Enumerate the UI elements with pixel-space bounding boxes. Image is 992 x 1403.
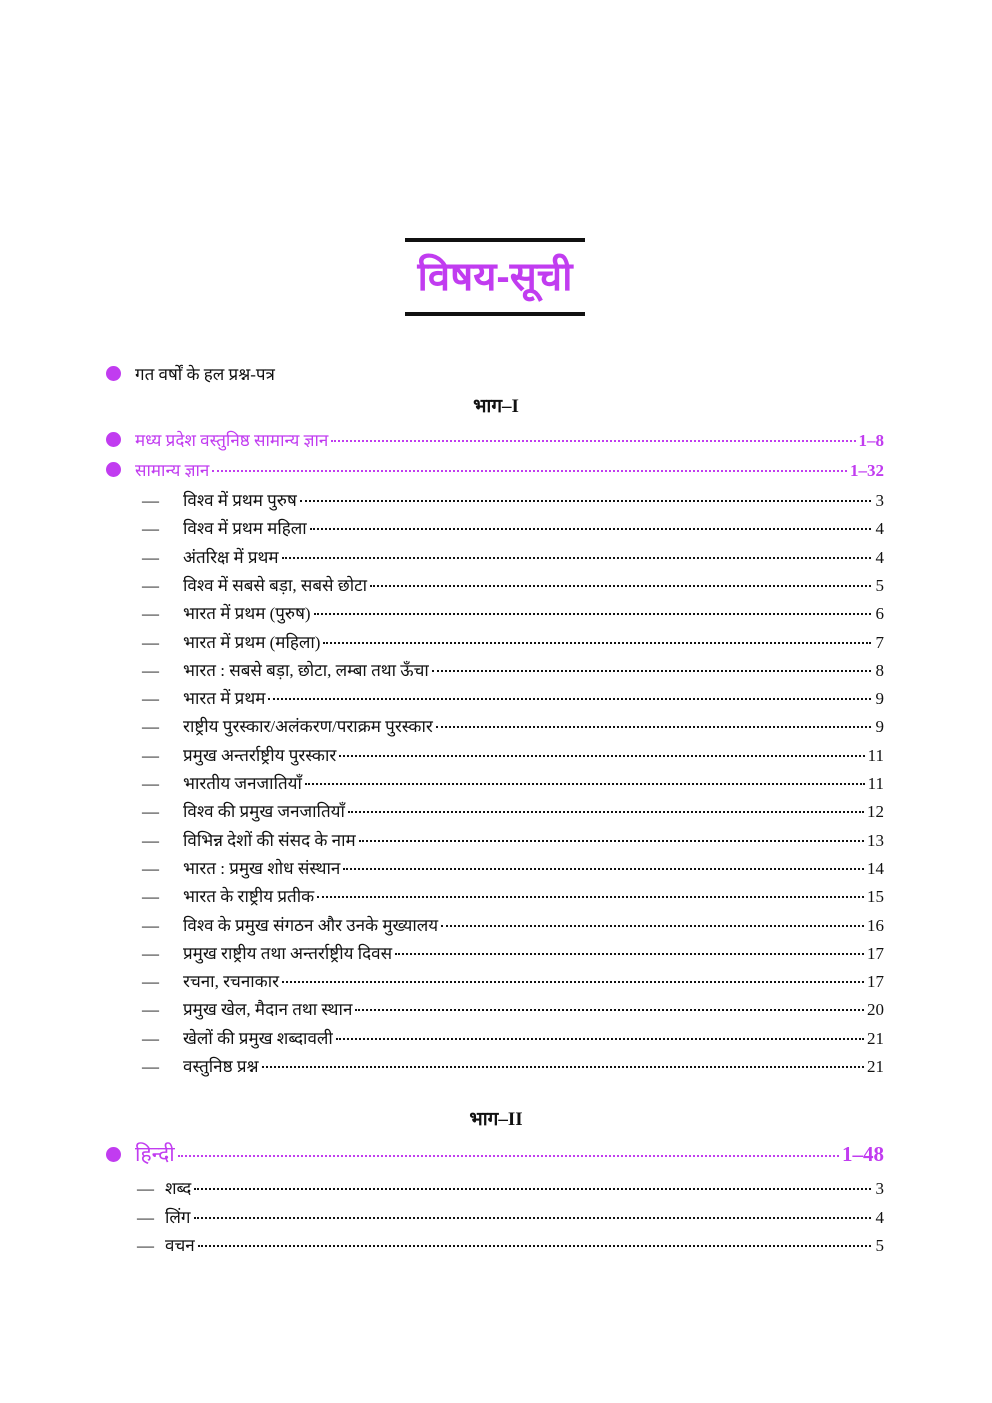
toc-entry[interactable] xyxy=(142,856,884,879)
entry-label: भारत में प्रथम (महिला) xyxy=(183,632,321,652)
dot-leader xyxy=(331,440,855,442)
toc-entry[interactable] xyxy=(142,658,884,681)
toc-entry[interactable] xyxy=(142,573,884,596)
entry-label: लिंग xyxy=(165,1207,191,1227)
entry-label: विश्व की प्रमुख जनजातियाँ xyxy=(183,802,345,822)
entry-page: 5 xyxy=(875,575,884,595)
entry-page: 4 xyxy=(875,519,884,539)
dot-leader xyxy=(336,1038,864,1040)
entry-page: 5 xyxy=(875,1236,884,1255)
dot-leader xyxy=(305,783,865,785)
dash: — xyxy=(142,575,159,595)
entry-page: 1–48 xyxy=(842,1142,884,1166)
entry-label: भारत : सबसे बड़ा, छोटा, लम्बा तथा ऊँचा xyxy=(183,660,429,680)
entry-label: प्रमुख खेल, मैदान तथा स्थान xyxy=(183,1000,353,1020)
entry-label: विश्व में सबसे बड़ा, सबसे छोटा xyxy=(183,575,368,595)
dash: — xyxy=(142,972,159,992)
entry-label: शब्द xyxy=(165,1179,192,1198)
dot-leader xyxy=(317,896,864,898)
dot-leader xyxy=(212,470,847,472)
dot-leader xyxy=(282,981,864,983)
dot-leader xyxy=(198,1245,871,1247)
entry-label: रचना, रचनाकार xyxy=(183,972,280,992)
entry-label: भारतीय जनजातियाँ xyxy=(183,774,302,793)
dash: — xyxy=(142,717,159,737)
dot-leader xyxy=(355,1009,864,1011)
dot-leader xyxy=(395,953,864,955)
entry-label: भारत के राष्ट्रीय प्रतीक xyxy=(183,887,315,907)
entry-page: 13 xyxy=(867,830,884,850)
dash: — xyxy=(142,632,159,652)
toc-entry[interactable] xyxy=(142,969,884,992)
dot-leader xyxy=(282,557,871,559)
toc-entry[interactable] xyxy=(142,630,884,653)
dot-leader xyxy=(310,528,871,530)
entry-page: 15 xyxy=(867,887,884,907)
entry-label: विश्व में प्रथम पुरुष xyxy=(183,491,297,510)
toc-entry[interactable] xyxy=(142,686,884,709)
page-title: विषय-सूची xyxy=(417,255,573,299)
toc-entry[interactable] xyxy=(142,1026,884,1049)
toc-entry[interactable] xyxy=(137,1176,884,1199)
dash: — xyxy=(142,689,159,709)
toc-entry[interactable] xyxy=(142,488,884,511)
toc-entry[interactable] xyxy=(142,545,884,568)
dash: — xyxy=(142,915,159,935)
dot-leader xyxy=(300,500,871,502)
dot-leader xyxy=(314,613,871,615)
toc-entry[interactable] xyxy=(142,601,884,624)
dot-leader xyxy=(268,698,871,700)
entry-page: 1–32 xyxy=(850,461,884,480)
bullet-icon xyxy=(106,1147,121,1162)
dash: — xyxy=(142,802,159,822)
dash: — xyxy=(142,830,159,850)
intro-item xyxy=(106,362,275,385)
entry-page: 17 xyxy=(867,972,884,992)
dot-leader xyxy=(323,642,871,644)
entry-page: 9 xyxy=(875,717,884,737)
entry-page: 9 xyxy=(875,689,884,709)
entry-page: 4 xyxy=(875,1207,884,1227)
dot-leader xyxy=(436,726,871,728)
entry-page: 6 xyxy=(875,604,884,624)
dot-leader xyxy=(348,811,864,813)
dash: — xyxy=(142,519,159,539)
dash: — xyxy=(142,1000,159,1020)
entry-page: 1–8 xyxy=(858,431,884,450)
dash: — xyxy=(142,858,159,878)
entry-page: 16 xyxy=(867,915,884,935)
bullet-icon xyxy=(106,366,121,381)
entry-page: 7 xyxy=(875,632,884,652)
dot-leader xyxy=(262,1066,864,1068)
entry-label: प्रमुख अन्तर्राष्ट्रीय पुरस्कार xyxy=(183,745,337,765)
entry-page: 21 xyxy=(867,1057,884,1076)
toc-entry[interactable] xyxy=(142,941,884,964)
entry-label: सामान्य ज्ञान xyxy=(135,461,210,480)
entry-page: 8 xyxy=(875,660,884,680)
entry-label: विश्व के प्रमुख संगठन और उनके मुख्यालय xyxy=(183,915,439,935)
toc-entry[interactable] xyxy=(142,913,884,936)
entry-label: भारत : प्रमुख शोध संस्थान xyxy=(183,858,341,878)
bullet-icon xyxy=(106,462,121,477)
toc-entry[interactable] xyxy=(142,828,884,851)
entry-page: 20 xyxy=(867,1000,884,1020)
bullet-icon xyxy=(106,432,121,447)
dash: — xyxy=(137,1179,154,1198)
toc-entry[interactable] xyxy=(142,884,884,907)
toc-entry[interactable] xyxy=(142,799,884,822)
entry-page: 4 xyxy=(875,547,884,567)
dash: — xyxy=(142,1028,159,1048)
entry-label: प्रमुख राष्ट्रीय तथा अन्तर्राष्ट्रीय दिवस xyxy=(183,943,393,963)
entry-page: 3 xyxy=(875,1179,884,1198)
entry-page: 11 xyxy=(867,745,884,765)
entry-label: अंतरिक्ष में प्रथम xyxy=(183,547,279,567)
dash: — xyxy=(137,1207,154,1227)
entry-label: भारत में प्रथम (पुरुष) xyxy=(183,604,311,624)
entry-label: विश्व में प्रथम महिला xyxy=(183,519,307,539)
entry-page: 21 xyxy=(867,1028,884,1048)
entry-label: विभिन्न देशों की संसद के नाम xyxy=(183,830,356,850)
toc-entry[interactable] xyxy=(142,743,884,766)
entry-page: 3 xyxy=(875,491,884,510)
dot-leader xyxy=(343,868,864,870)
entry-label: मध्य प्रदेश वस्तुनिष्ठ सामान्य ज्ञान xyxy=(135,431,329,450)
toc-entry[interactable] xyxy=(142,997,884,1020)
intro-label: गत वर्षों के हल प्रश्न-पत्र xyxy=(135,365,275,384)
toc-entry[interactable] xyxy=(142,516,884,539)
part-2-heading: भाग–II xyxy=(469,1109,523,1130)
entry-page: 14 xyxy=(867,858,884,878)
entry-label: हिन्दी xyxy=(135,1142,175,1166)
dash: — xyxy=(142,943,159,963)
dot-leader xyxy=(441,925,864,927)
entry-label: भारत में प्रथम xyxy=(183,689,266,709)
entry-label: खेलों की प्रमुख शब्दावली xyxy=(183,1028,333,1048)
dot-leader xyxy=(339,755,864,757)
dot-leader xyxy=(194,1188,871,1190)
entry-page: 17 xyxy=(867,943,884,963)
dot-leader xyxy=(370,585,871,587)
dot-leader xyxy=(359,840,864,842)
entry-page: 11 xyxy=(867,774,884,793)
toc-main-entry[interactable] xyxy=(106,428,884,451)
toc-entry[interactable] xyxy=(142,1054,884,1077)
dot-leader xyxy=(432,670,871,672)
dot-leader xyxy=(178,1155,839,1157)
dash: — xyxy=(137,1236,154,1255)
toc-entry[interactable] xyxy=(142,771,884,794)
entry-label: वस्तुनिष्ठ प्रश्न xyxy=(183,1057,259,1076)
dash: — xyxy=(142,745,159,765)
dash: — xyxy=(142,604,159,624)
title-box xyxy=(405,238,585,316)
dash: — xyxy=(142,887,159,907)
toc-entry[interactable] xyxy=(142,714,884,737)
dash: — xyxy=(142,491,159,510)
part-1-heading: भाग–I xyxy=(473,396,519,417)
dash: — xyxy=(142,547,159,567)
toc-entry[interactable] xyxy=(137,1233,884,1256)
dash: — xyxy=(142,660,159,680)
toc-entry[interactable] xyxy=(137,1205,884,1228)
entry-page: 12 xyxy=(867,802,884,822)
entry-label: राष्ट्रीय पुरस्कार/अलंकरण/पराक्रम पुरस्कार xyxy=(183,717,433,737)
toc-main-entry[interactable] xyxy=(106,458,884,481)
entry-label: वचन xyxy=(165,1236,195,1255)
dot-leader xyxy=(194,1217,872,1219)
dash: — xyxy=(142,774,159,793)
dash: — xyxy=(142,1057,159,1076)
toc-main-entry[interactable] xyxy=(106,1140,884,1168)
